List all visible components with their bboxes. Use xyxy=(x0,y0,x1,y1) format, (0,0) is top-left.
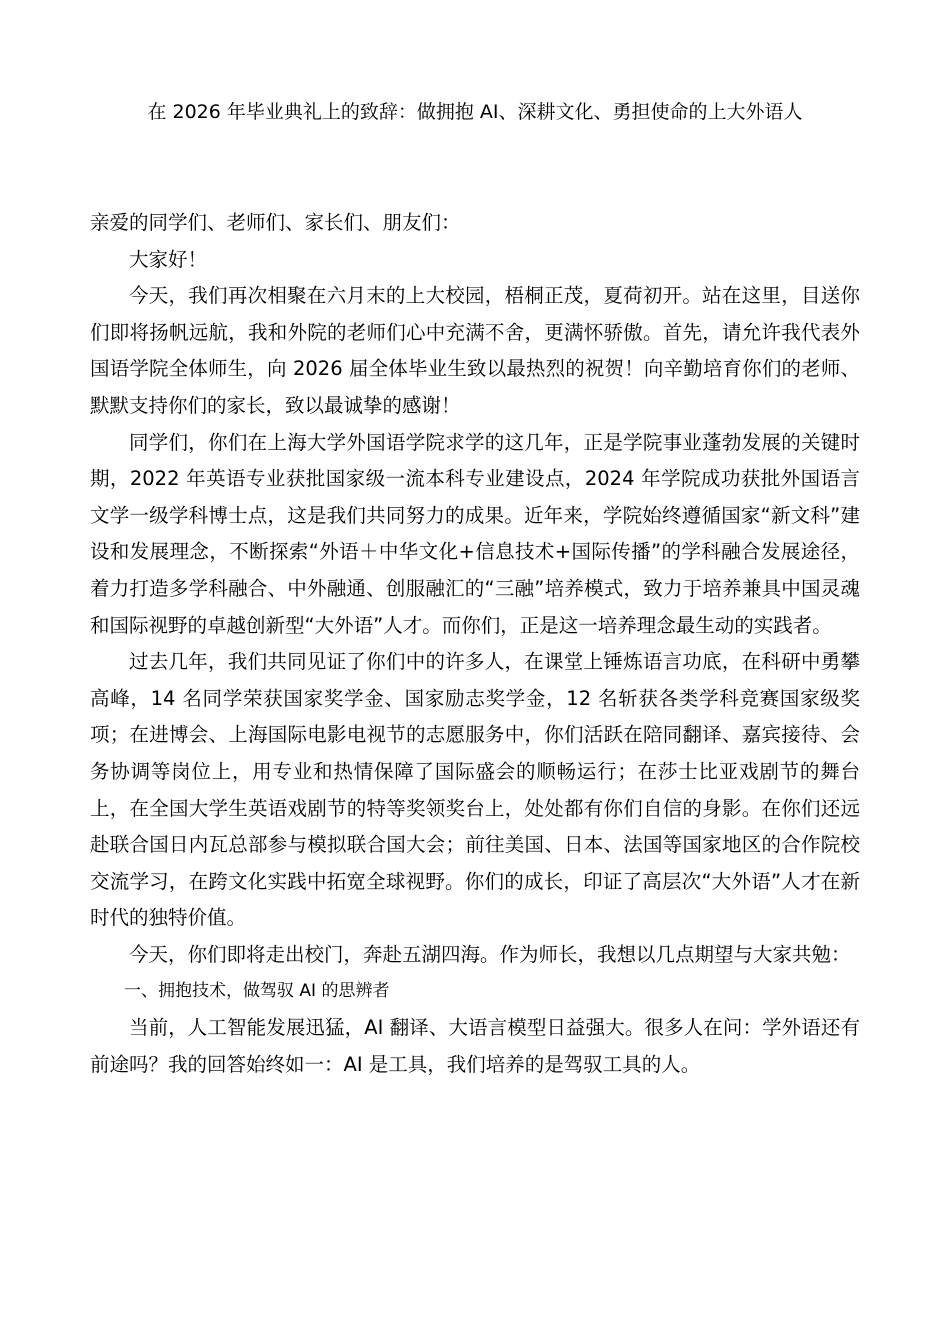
document-body xyxy=(90,205,860,1083)
paragraph-2: 同学们，你们在上海大学外国语学院求学的这几年，正是学院事业蓬勃发展的关键时期，2022 年英语专业获批国家级一流本科专业建设点，2024 年学院成功获批外国语言文学一级学科博士点，这是我们共同努力的成果。近年来，学院始终遵循国家“新文科”建设和发展理念，不断探索“外语＋中华文化+信息技术+国际传播”的学科融合发展途径，着力打造多学科融合、中外融通、创服融汇的“三融”培养模式，致力于培养兼具中国灵魂和国际视野的卓越创新型“大外语”人才。而你们，正是这一培养理念最生动的实践者。 xyxy=(90,430,860,637)
paragraph-1: 今天，我们再次相聚在六月末的上大校园，梧桐正茂，夏荷初开。站在这里，目送你们即将扬帆远航，我和外院的老师们心中充满不舍，更满怀骄傲。首先，请允许我代表外国语学院全体师生，向 2026 届全体毕业生致以最热烈的祝贺！向辛勤培育你们的老师、默默支持你们的家长，致以最诚挚的感谢！ xyxy=(90,284,860,417)
greeting: 大家好！ xyxy=(129,247,208,271)
paragraph-5: 当前，人工智能发展迅猛，AI 翻译、大语言模型日益强大。很多人在问：学外语还有前途吗？我的回答始终如一：AI 是工具，我们培养的是驾驭工具的人。 xyxy=(90,1016,860,1076)
document-title: 在 2026 年毕业典礼上的致辞：做拥抱 AI、深耕文化、勇担使命的上大外语人 xyxy=(147,101,803,123)
section-heading: 一、拥抱技术，做驾驭 AI 的思辨者 xyxy=(124,981,390,1002)
paragraph-3: 过去几年，我们共同见证了你们中的许多人，在课堂上锤炼语言功底，在科研中勇攀高峰，14 名同学荣获国家奖学金、国家励志奖学金，12 名斩获各类学科竞赛国家级奖项；在进博会、上海国际电影电视节的志愿服务中，你们活跃在陪同翻译、嘉宾接待、会务协调等岗位上，用专业和热情保障了国际盛会的顺畅运行；在莎士比亚戏剧节的舞台上，在全国大学生英语戏剧节的特等奖领奖台上，处处都有你们自信的身影。在你们还远赴联合国日内瓦总部参与模拟联合国大会；前往美国、日本、法国等国家地区的合作院校交流学习，在跨文化实践中拓宽全球视野。你们的成长，印证了高层次“大外语”人才在新时代的独特价值。 xyxy=(90,650,860,930)
salutation: 亲爱的同学们、老师们、家长们、朋友们： xyxy=(90,211,461,234)
paragraph-4: 今天，你们即将走出校门，奔赴五湖四海。作为师长，我想以几点期望与大家共勉： xyxy=(129,942,851,966)
